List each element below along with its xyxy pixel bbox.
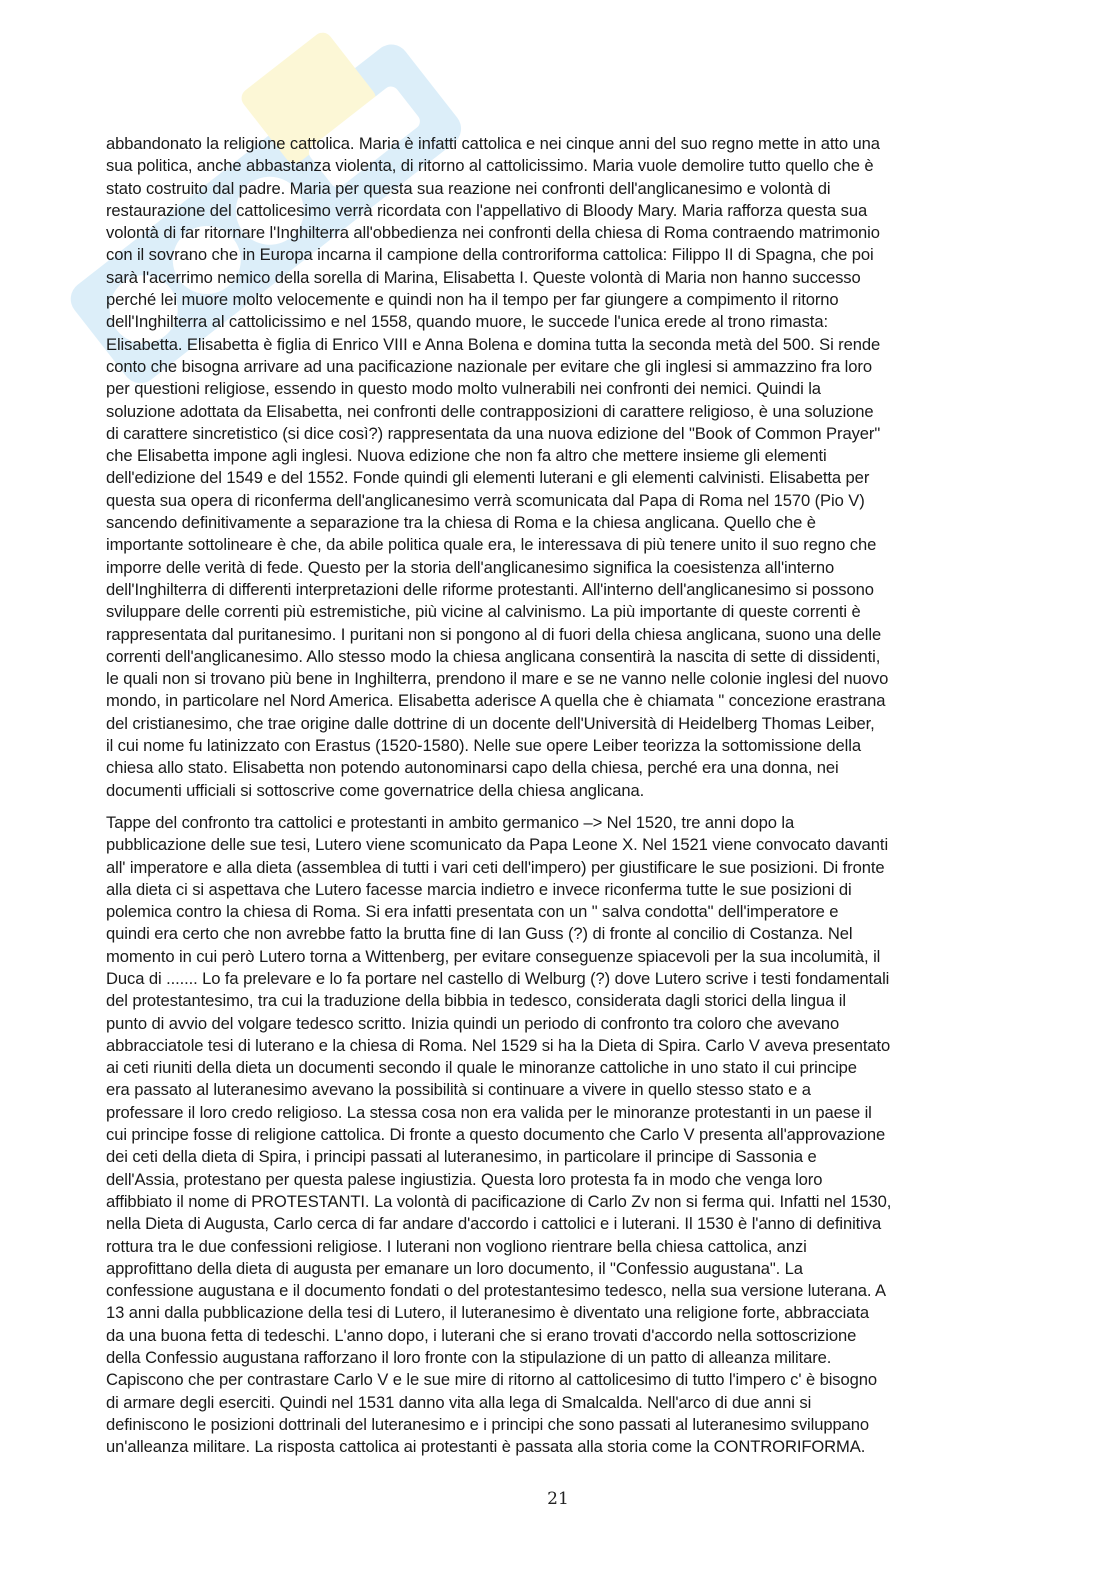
text-line: correnti dell'anglicanesimo. Allo stesso modo la chiesa anglicana consentirà la nascita di sette di dissidenti, [106,646,881,666]
text-line: sancendo definitivamente a separazione tra la chiesa di Roma e la chiesa anglicana. Quello che è [106,513,816,533]
text-line: conto che bisogna arrivare ad una pacificazione nazionale per evitare che gli inglesi si ammazzino fra loro [106,356,872,376]
text-line: approfittano della dieta di augusta per emanare un loro documento, il "Confessio augustana". La [106,1258,803,1278]
paragraph-2 [106,812,1010,1459]
text-line: imporre delle verità di fede. Questo per la storia dell'anglicanesimo significa la coesistenza all'interno [106,557,835,577]
text-line: del protestantesimo, tra cui la traduzione della bibbia in tedesco, considerata dagli storici della lingua il [106,991,846,1011]
text-line: alla dieta ci si aspettava che Lutero facesse marcia indietro e invece riconferma tutte le sue posizioni di [106,879,852,899]
text-line: importante sottolineare è che, da abile politica quale era, le interessava di più tenere unito il suo regno che [106,535,877,555]
text-line: sua politica, anche abbastanza violenta, di ritorno al cattolicissimo. Maria vuole demolire tutto quello che è [106,156,874,176]
text-line: sarà l'acerrimo nemico della sorella di Marina, Elisabetta I. Queste volontà di Maria non hanno successo [106,267,861,287]
text-line: dell'Assia, protestano per questa palese ingiustizia. Questa loro protesta fa in modo che venga loro [106,1169,823,1189]
text-line: sviluppare delle correnti più estremistiche, più vicine al calvinismo. La più importante di queste correnti è [106,602,861,622]
text-line: documenti ufficiali si sottoscrive come governatrice della chiesa anglicana. [106,780,645,800]
text-line: perché lei muore molto velocemente e quindi non ha il tempo per far giungere a compimento il ritorno [106,290,839,310]
text-line: di carattere sincretistico (si dice così?) rappresentata da una nuova edizione del "Book of Common Prayer" [106,423,881,443]
text-line: Tappe del confronto tra cattolici e protestanti in ambito germanico –> Nel 1520, tre anni dopo la [106,812,795,832]
text-line: pubblicazione delle sue tesi, Lutero viene scomunicato da Papa Leone X. Nel 1521 viene convocato davanti [106,835,889,855]
text-line: abbracciatole tesi di luterano e la chiesa di Roma. Nel 1529 si ha la Dieta di Spira. Carlo V aveva presentato [106,1035,891,1055]
text-line: di armare degli eserciti. Quindi nel 1531 danno vita alla lega di Smalcalda. Nell'arco di due anni si [106,1392,812,1412]
text-line: le quali non si trovano più bene in Inghilterra, prendono il mare e se ne vanno nelle colonie inglesi del nuovo [106,669,889,689]
page-number: 21 [547,1489,569,1509]
text-line: dell'Inghilterra al cattolicissimo e nel 1558, quando muore, le succede l'unica erede al trono rimasta: [106,312,828,332]
text-line: da una buona fetta di tedeschi. L'anno dopo, i luterani che si erano trovati d'accordo nella sottoscrizione [106,1325,857,1345]
paragraph-1 [106,133,1010,802]
document-body [106,133,1010,1469]
text-line: polemica contro la chiesa di Roma. Si era infatti presentata con un " salva condotta" dell'imperatore e [106,902,839,922]
text-line: questa sua opera di riconferma dell'anglicanesimo verrà scomunicata dal Papa di Roma nel 1570 (Pio V) [106,490,865,510]
text-line: Duca di ....... Lo fa prelevare e lo fa portare nel castello di Welburg (?) dove Lutero scrive i testi fondamentali [106,968,890,988]
text-line: dell'Inghilterra di differenti interpretazioni delle riforme protestanti. All'interno dell'anglicanesimo si possono [106,579,874,599]
text-line: stato costruito dal padre. Maria per questa sua reazione nei confronti dell'anglicanesimo e volontà di [106,178,831,198]
text-line: era passato al luteranesimo avevano la possibilità si continuare a vivere in quello stesso stato e a [106,1080,811,1100]
text-line: della Confessio augustana rafforzano il loro fronte con la stipulazione di un patto di alleanza militare. [106,1348,832,1368]
text-line: cui principe fosse di religione cattolica. Di fronte a questo documento che Carlo V presenta all'approvazione [106,1125,886,1145]
text-line: rottura tra le due confessioni religiose. I luterani non vogliono rientrare bella chiesa cattolica, anzi [106,1236,807,1256]
text-line: Capiscono che per contrastare Carlo V e le sue mire di ritorno al cattolicesimo di tutto l'impero c' è bisogno [106,1370,878,1390]
text-line: volontà di far ritornare l'Inghilterra all'obbedienza nei confronti della chiesa di Roma contraendo matrimonio [106,223,880,243]
text-line: definiscono le posizioni dottrinali del luteranesimo e i principi che sono passati al luteranesimo sviluppano [106,1414,869,1434]
text-line: mondo, in particolare nel Nord America. Elisabetta aderisce A quella che è chiamata " concezione erastrana [106,691,886,711]
text-line: momento in cui però Lutero torna a Wittenberg, per evitare conseguenze spiacevoli per la sua incolumità, il [106,946,881,966]
text-line: dei ceti della dieta di Spira, i principi passati al luteranesimo, in particolare il principe di Sassonia e [106,1147,817,1167]
text-line: un'alleanza militare. La risposta cattolica ai protestanti è passata alla storia come la CONTRORIFORMA. [106,1437,866,1457]
text-line: restaurazione del cattolicesimo verrà ricordata con l'appellativo di Bloody Mary. Maria rafforza questa sua [106,200,868,220]
text-line: che Elisabetta impone agli inglesi. Nuova edizione che non fa altro che mettere insieme gli elementi [106,446,827,466]
text-line: professare il loro credo religioso. La stessa cosa non era valida per le minoranze protestanti in un paese il [106,1102,872,1122]
text-line: del cristianesimo, che trae origine dalle dottrine di un docente dell'Università di Heidelberg Thomas Leiber, [106,713,875,733]
text-line: all' imperatore e alla dieta (assemblea di tutti i vari ceti dell'impero) per giustificare le sue posizioni. Di fronte [106,857,885,877]
text-line: Elisabetta. Elisabetta è figlia di Enrico VIII e Anna Bolena e domina tutta la seconda metà del 500. Si rende [106,334,881,354]
text-line: abbandonato la religione cattolica. Maria è infatti cattolica e nei cinque anni del suo regno mette in atto una [106,134,880,153]
text-line: affibbiato il nome di PROTESTANTI. La volontà di pacificazione di Carlo Zv non si ferma qui. Infatti nel 1530, [106,1191,892,1211]
text-line: chiesa allo stato. Elisabetta non potendo autonominarsi capo della chiesa, perché era una donna, nei [106,758,839,778]
text-line: per questioni religiose, essendo in questo modo molto vulnerabili nei confronti dei nemici. Quindi la [106,379,821,399]
text-line: punto di avvio del volgare tedesco scritto. Inizia quindi un periodo di confronto tra coloro che avevano [106,1013,840,1033]
text-line: nella Dieta di Augusta, Carlo cerca di far andare d'accordo i cattolici e i luterani. Il 1530 è l'anno di definitiva [106,1214,882,1234]
text-line: dell'edizione del 1549 e del 1552. Fonde quindi gli elementi luterani e gli elementi calvinisti. Elisabetta per [106,468,870,488]
text-line: soluzione adottata da Elisabetta, nei confronti delle contrapposizioni di carattere religioso, è una soluzione [106,401,874,421]
text-line: confessione augustana e il documento fondati o del protestantesimo tedesco, nella sua versione luterana. A [106,1281,886,1301]
text-line: 13 anni dalla pubblicazione della tesi di Lutero, il luteranesimo è diventato una religione forte, abbracciata [106,1303,869,1323]
text-line: il cui nome fu latinizzato con Erastus (1520-1580). Nelle sue opere Leiber teorizza la sottomissione della [106,736,861,756]
text-line: quindi era certo che non avrebbe fatto la brutta fine di Ian Guss (?) di fronte al concilio di Costanza. Nel [106,924,853,944]
text-line: rappresentata dal puritanesimo. I puritani non si pongono al di fuori della chiesa anglicana, suono una delle [106,624,882,644]
text-line: con il sovrano che in Europa incarna il campione della controriforma cattolica: Filippo II di Spagna, che poi [106,245,874,265]
text-line: ai ceti riuniti della dieta un documenti secondo il quale le minoranze cattoliche in uno stato il cui principe [106,1058,857,1078]
